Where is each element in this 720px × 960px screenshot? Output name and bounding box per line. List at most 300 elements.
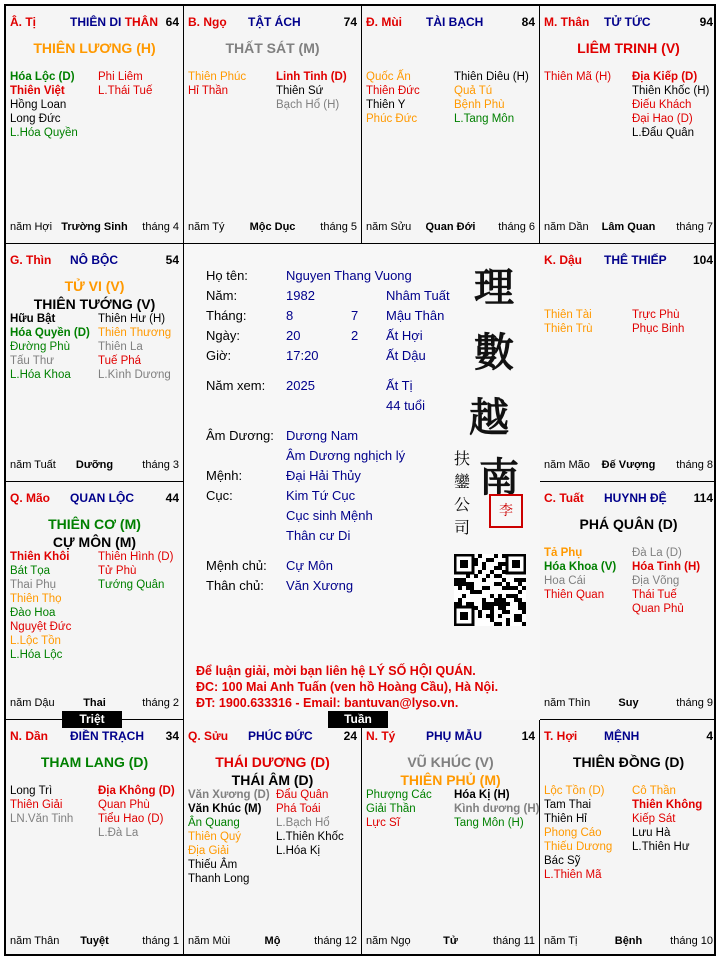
palace-header (544, 253, 713, 269)
stars-right (632, 784, 702, 854)
palace-cell-mao (5, 481, 184, 720)
main-star: THIÊN PHỦ (M) (400, 772, 501, 788)
info-label: Ngày: (206, 328, 240, 343)
palace-year: năm Ngọ (366, 935, 411, 947)
palace-age: 74 (343, 15, 357, 29)
star: Thiên Khôi (10, 551, 70, 563)
info-label: Giờ: (206, 348, 232, 363)
palace-name: PHỤ MẪU (426, 729, 482, 743)
palace-year: năm Dậu (10, 697, 55, 709)
star: Tam Thai (544, 799, 592, 811)
star: L.Kình Dương (98, 369, 171, 381)
star: Thiên Việt (10, 85, 65, 97)
palace-footer (544, 935, 713, 949)
palace-footer (10, 935, 179, 949)
star: Thiên Hư (H) (98, 313, 166, 325)
palace-name: ĐIỀN TRẠCH (70, 729, 144, 743)
info-row (206, 426, 359, 446)
star: Thiên Hình (D) (98, 551, 174, 563)
star: Thiên Hỉ (544, 813, 587, 825)
star: Bát Tọa (10, 565, 51, 577)
palace-cell-ty2 (361, 719, 540, 956)
main-star: THÁI ÂM (D) (231, 772, 314, 788)
palace-name: NÔ BỘC (70, 253, 118, 267)
info-row (206, 466, 361, 486)
main-star: THÁI DƯƠNG (D) (215, 754, 330, 770)
star: Thái Tuế (632, 589, 677, 601)
stars-left (544, 70, 611, 84)
palace-name: MỆNH (604, 729, 640, 743)
palace-month: tháng 12 (314, 935, 357, 947)
info-label: Cục: (206, 488, 233, 503)
star: Phúc Đức (366, 113, 418, 125)
palace-header (366, 15, 535, 31)
palace-month: tháng 5 (320, 221, 357, 233)
palace-cell-mui (361, 5, 540, 244)
star: LN.Văn Tinh (10, 813, 74, 825)
info-row (206, 446, 406, 466)
red-seal-stamp: 李 (489, 494, 523, 528)
palace-year: năm Sửu (366, 221, 412, 233)
palace-header (366, 729, 535, 745)
star: Hỉ Thần (188, 85, 229, 97)
main-star: VŨ KHÚC (V) (407, 754, 494, 770)
star: Đà La (D) (632, 547, 682, 559)
palace-year: năm Mão (544, 459, 590, 471)
star: Thiên Thương (98, 327, 172, 339)
palace-age: 84 (521, 15, 535, 29)
side-calli-2: 鑾 (454, 472, 471, 491)
star: Thiên Giải (10, 799, 63, 811)
palace-branch: B. Ngọ (188, 15, 227, 29)
star: Tử Phù (98, 565, 137, 577)
palace-footer (188, 221, 357, 235)
stars-right (98, 784, 175, 840)
star: Thiên Trù (544, 323, 593, 335)
info-row (206, 286, 450, 306)
star: Kình dương (H) (454, 803, 540, 815)
palace-stage: Tử (443, 935, 458, 947)
star: Địa Kiếp (D) (632, 71, 698, 83)
palace-header (544, 15, 713, 31)
calligraphy-char-3: 越 (469, 394, 509, 441)
info-value: Kim Tứ Cục (286, 488, 356, 503)
star: Bác Sỹ (544, 855, 581, 867)
star: Phượng Các (366, 789, 432, 801)
star: Văn Khúc (M) (188, 803, 262, 815)
star: L.Đà La (98, 827, 139, 839)
palace-age: 64 (165, 15, 179, 29)
star: Thiên Y (366, 99, 406, 111)
star: Hoa Cái (544, 575, 586, 587)
palace-header (544, 729, 713, 745)
palace-footer (188, 935, 357, 949)
info-value-lunar: 7 (351, 308, 359, 323)
info-value-canchi: Mậu Thân (386, 308, 445, 323)
stars-left (366, 788, 432, 830)
stars-left (544, 784, 612, 882)
triet-tag: Triệt (62, 711, 122, 728)
star: Thiên Không (632, 799, 703, 811)
palace-month: tháng 1 (142, 935, 179, 947)
calligraphy-char-4: 南 (479, 454, 519, 501)
info-value: 2025 (286, 378, 315, 393)
palace-year: năm Mùi (188, 935, 231, 947)
palace-branch: T. Hợi (544, 729, 578, 743)
calligraphy-char-1: 理 (474, 264, 514, 311)
palace-branch: Đ. Mùi (366, 15, 402, 29)
palace-name: THÊ THIẾP (604, 253, 667, 267)
star: Lực Sĩ (366, 817, 400, 829)
star: Thiên La (98, 341, 143, 353)
palace-branch: Q. Mão (10, 491, 51, 505)
than-marker: THÂN (124, 15, 159, 29)
main-star: THIÊN LƯƠNG (H) (33, 40, 156, 56)
star: Ân Quang (188, 817, 240, 829)
info-value: Cự Môn (286, 558, 333, 573)
star: Đẩu Quân (276, 789, 329, 801)
star: Giải Thần (366, 803, 416, 815)
palace-age: 104 (692, 253, 713, 267)
palace-cell-dau (539, 243, 716, 482)
star: Nguyệt Đức (10, 621, 72, 633)
star: Phá Toái (276, 803, 321, 815)
palace-age: 4 (706, 729, 713, 743)
info-value: Thân cư Di (286, 528, 351, 543)
palace-cell-dan (5, 719, 184, 956)
star: Thiên Quan (544, 589, 605, 601)
main-star: THIÊN TƯỚNG (V) (33, 296, 156, 312)
palace-cell-than (539, 5, 716, 244)
qr-code[interactable] (454, 554, 526, 626)
palace-stage: Mộ (264, 935, 281, 947)
palace-branch: Â. Tị (10, 15, 36, 29)
star: Hóa Khoa (V) (544, 561, 617, 573)
palace-year: năm Hợi (10, 221, 53, 233)
palace-cell-thin (5, 243, 184, 482)
palace-header (10, 15, 179, 31)
star: L.Tang Môn (454, 113, 515, 125)
stars-left (366, 70, 420, 126)
palace-month: tháng 11 (492, 935, 535, 947)
palace-stage: Lâm Quan (601, 221, 656, 233)
palace-footer (10, 221, 179, 235)
star: Thiên Mã (H) (544, 71, 612, 83)
star: Địa Võng (632, 575, 680, 587)
palace-month: tháng 2 (142, 697, 179, 709)
main-star: PHÁ QUÂN (D) (579, 516, 678, 532)
palace-name: QUAN LỘC (70, 491, 134, 505)
stars-left (188, 70, 246, 98)
palace-age: 94 (699, 15, 713, 29)
palace-month: tháng 9 (676, 697, 713, 709)
palace-month: tháng 7 (676, 221, 713, 233)
palace-header (188, 15, 357, 31)
palace-name: TỬ TỨC (604, 15, 651, 29)
palace-year: năm Tị (544, 935, 578, 947)
star: Thiên Đức (366, 85, 420, 97)
info-value-canchi: Ất Tị (386, 378, 413, 393)
contact-line-3: ĐT: 1900.633316 - Email: bantuvan@lyso.vn. (196, 696, 459, 710)
stars-right (276, 788, 344, 858)
star: Hóa Quyền (D) (10, 327, 90, 339)
info-row (206, 486, 356, 506)
star: Đại Hao (D) (632, 113, 693, 125)
star: Địa Giải (188, 845, 229, 857)
info-value: Cục sinh Mệnh (286, 508, 373, 523)
star: Thiên Phúc (188, 71, 247, 83)
star: Thai Phụ (10, 579, 57, 591)
star: Bạch Hổ (H) (276, 99, 340, 111)
stars-left (10, 312, 90, 382)
star: Thiên Thọ (10, 593, 62, 605)
star: Tang Môn (H) (454, 817, 524, 829)
info-row (206, 266, 412, 286)
stars-right (632, 70, 709, 140)
info-row (206, 396, 426, 416)
star: L.Hóa Quyền (10, 127, 78, 139)
star: Cô Thần (632, 785, 676, 797)
star: Tả Phụ (544, 547, 583, 559)
info-value-canchi: Ất Dậu (386, 348, 426, 363)
palace-cell-tuat (539, 481, 716, 720)
palace-header (544, 491, 713, 507)
info-row (206, 576, 354, 596)
palace-header (10, 491, 179, 507)
star: Đường Phù (10, 341, 70, 353)
stars-left (10, 70, 78, 140)
palace-name: TẬT ÁCH (248, 15, 301, 29)
info-value: Đại Hải Thủy (286, 468, 361, 483)
stars-left (544, 546, 616, 602)
palace-footer (544, 459, 713, 473)
palace-footer (366, 935, 535, 949)
info-row (206, 526, 351, 546)
palace-header (188, 729, 357, 745)
star: L.Lộc Tồn (10, 635, 61, 647)
palace-name: PHÚC ĐỨC (248, 729, 313, 743)
palace-stage: Bệnh (614, 935, 643, 947)
star: Thiên Diêu (H) (454, 71, 529, 83)
palace-stage: Đế Vượng (601, 459, 656, 471)
palace-footer (544, 221, 713, 235)
info-value: 1982 (286, 288, 315, 303)
palace-stage: Thai (83, 697, 106, 709)
palace-cell-suu (183, 719, 362, 956)
palace-cell-ngo (183, 5, 362, 244)
palace-stage: Trường Sinh (61, 221, 128, 233)
info-value-canchi: Nhâm Tuất (386, 288, 450, 303)
star: L.Thiên Hư (632, 841, 690, 853)
palace-year: năm Thìn (544, 697, 591, 709)
palace-branch: C. Tuất (544, 491, 584, 505)
star: Linh Tinh (D) (276, 71, 347, 83)
stars-left (544, 308, 593, 336)
palace-month: tháng 3 (142, 459, 179, 471)
palace-branch: Q. Sửu (188, 729, 229, 743)
star: L.Hóa Kị (276, 845, 321, 857)
star: Lộc Tồn (D) (544, 785, 605, 797)
stars-right (632, 308, 684, 336)
palace-footer (366, 221, 535, 235)
star: L.Thiên Mã (544, 869, 602, 881)
palace-stage: Quan Đới (425, 221, 476, 233)
side-calli-3: 公 (454, 495, 471, 514)
palace-branch: K. Dậu (544, 253, 583, 267)
palace-month: tháng 8 (676, 459, 713, 471)
palace-year: năm Tý (188, 221, 225, 233)
star: Địa Không (D) (98, 785, 175, 797)
palace-age: 114 (693, 491, 713, 505)
info-row (206, 506, 373, 526)
star: L.Hóa Khoa (10, 369, 71, 381)
info-value: 17:20 (286, 348, 319, 363)
palace-header (10, 253, 179, 269)
info-label: Âm Dương: (206, 428, 274, 443)
main-star: THIÊN ĐỒNG (D) (572, 754, 685, 770)
star: Phong Cáo (544, 827, 602, 839)
star: Tuế Phá (98, 355, 142, 367)
main-star: THIÊN CƠ (M) (48, 516, 141, 532)
info-label: Thân chủ: (206, 578, 264, 593)
star: Phi Liêm (98, 71, 143, 83)
info-value-canchi: 44 tuổi (386, 398, 426, 413)
info-value: Nguyen Thang Vuong (286, 268, 412, 283)
star: Tiểu Hao (D) (98, 813, 164, 825)
stars-left (10, 550, 71, 662)
palace-stage: Suy (618, 697, 639, 709)
star: Quan Phủ (632, 603, 684, 615)
info-label: Tháng: (206, 308, 247, 323)
palace-year: năm Dần (544, 221, 589, 233)
star: Thiếu Dương (544, 841, 613, 853)
star: Bệnh Phù (454, 99, 505, 111)
stars-right (632, 546, 700, 616)
palace-stage: Tuyệt (80, 935, 109, 947)
palace-footer (544, 697, 713, 711)
star: Hồng Loan (10, 99, 67, 111)
info-value-canchi: Ất Hợi (386, 328, 423, 343)
palace-month: tháng 4 (142, 221, 179, 233)
stars-left (188, 788, 270, 886)
palace-footer (10, 697, 179, 711)
star: Hóa Tinh (H) (632, 561, 701, 573)
stars-left (10, 784, 73, 826)
palace-branch: N. Tý (366, 729, 396, 743)
star: L.Thiên Khốc (276, 831, 344, 843)
info-row (206, 556, 333, 576)
star: Tướng Quân (98, 579, 165, 591)
star: Hữu Bật (10, 313, 56, 325)
star: Thiên Quý (188, 831, 242, 843)
star: Trực Phù (632, 309, 680, 321)
main-star: CỰ MÔN (M) (52, 534, 137, 550)
star: Tấu Thư (10, 355, 54, 367)
star: Điếu Khách (632, 99, 692, 111)
palace-age: 34 (165, 729, 179, 743)
star: Long Đức (10, 113, 61, 125)
palace-stage: Dưỡng (75, 459, 114, 471)
calligraphy-char-2: 數 (474, 329, 514, 376)
info-value: Âm Dương nghịch lý (286, 448, 406, 463)
star: Thanh Long (188, 873, 250, 885)
palace-name: TÀI BẠCH (426, 15, 484, 29)
palace-cell-ty (5, 5, 184, 244)
star: Kiếp Sát (632, 813, 676, 825)
contact-line-2: ĐC: 100 Mai Anh Tuấn (ven hồ Hoàng Cầu), Hà Nội. (196, 680, 499, 694)
palace-month: tháng 6 (498, 221, 535, 233)
palace-branch: G. Thìn (10, 253, 52, 267)
palace-header (10, 729, 179, 745)
star: L.Hóa Lộc (10, 649, 63, 661)
info-value-lunar: 2 (351, 328, 359, 343)
star: Hóa Kị (H) (454, 789, 510, 801)
palace-footer (10, 459, 179, 473)
star: Phục Binh (632, 323, 685, 335)
info-label: Năm: (206, 288, 238, 303)
info-label: Năm xem: (206, 378, 266, 393)
stars-right (276, 70, 347, 112)
star: Văn Xương (D) (188, 789, 270, 801)
star: L.Đẩu Quân (632, 127, 695, 139)
star: Thiên Sứ (276, 85, 324, 97)
info-value: 20 (286, 328, 301, 343)
palace-age: 14 (521, 729, 535, 743)
star: Hóa Lộc (D) (10, 71, 75, 83)
contact-line-1: Để luận giải, mời bạn liên hệ LÝ SỐ HỘI QUÁN. (196, 664, 476, 678)
info-row (206, 306, 445, 326)
info-value: Văn Xương (286, 578, 354, 593)
stars-right (98, 312, 171, 382)
info-label: Mệnh: (206, 468, 243, 483)
palace-stage: Mộc Dục (249, 221, 296, 233)
star: Lưu Hà (632, 827, 671, 839)
side-calli-4: 司 (454, 518, 471, 537)
info-row (206, 326, 423, 346)
star: Thiên Khốc (H) (632, 85, 710, 97)
star: Quốc Ấn (366, 71, 411, 83)
tuan-tag: Tuần (328, 711, 388, 728)
horoscope-chart (4, 4, 716, 956)
palace-age: 24 (343, 729, 357, 743)
stars-right (454, 70, 529, 126)
palace-branch: M. Thân (544, 15, 590, 29)
info-label: Mệnh chủ: (206, 558, 267, 573)
star: L.Bạch Hổ (276, 817, 330, 829)
palace-cell-hoi (539, 719, 716, 956)
star: Thiếu Âm (188, 859, 238, 871)
main-star: THAM LANG (D) (40, 754, 149, 770)
star: Đào Hoa (10, 607, 56, 619)
stars-right (98, 70, 152, 98)
star: L.Thái Tuế (98, 85, 153, 97)
center-info-panel (184, 244, 540, 720)
palace-name: HUYNH ĐỆ (604, 491, 667, 505)
info-label: Họ tên: (206, 268, 248, 283)
main-star: TỬ VI (V) (64, 278, 125, 294)
info-value: 8 (286, 308, 294, 323)
stars-right (98, 550, 173, 592)
palace-age: 44 (165, 491, 179, 505)
star: Quan Phù (98, 799, 150, 811)
palace-month: tháng 10 (670, 935, 713, 947)
stars-right (454, 788, 539, 830)
star: Long Trì (10, 785, 53, 797)
info-row (206, 346, 426, 366)
palace-age: 54 (165, 253, 179, 267)
main-star: LIÊM TRINH (V) (577, 40, 680, 56)
star: Quả Tú (454, 85, 493, 97)
